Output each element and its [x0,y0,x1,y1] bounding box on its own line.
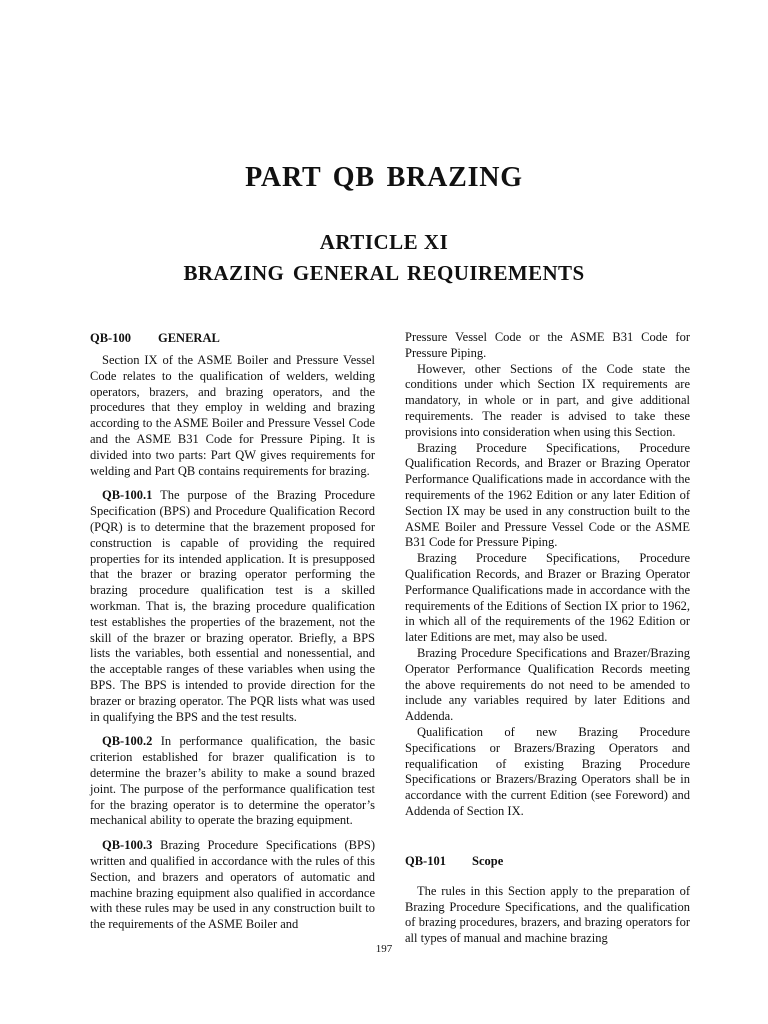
section-title: GENERAL [158,331,220,345]
paragraph-amendments: Brazing Procedure Specifications and Brazer/Brazing Operator Performance Qualification Records meeting the above requirements do not need to be amended to include any variables required by later Editions and Addenda. [405,645,690,724]
scope-paragraph: The rules in this Section apply to the preparation of Brazing Procedure Specifications, and the qualification of brazing procedures, brazers, and brazing operators for all types of manual and machine brazing [405,883,690,946]
spacer [90,829,375,838]
right-column [405,330,690,947]
section-number: QB-101 [405,853,446,868]
paragraph-number: QB-100.3 [102,838,153,853]
paragraph-qb-100-3 [90,838,375,933]
left-column [90,330,375,933]
page-number: 197 [375,943,393,955]
paragraph-qb-100-1 [90,488,375,725]
paragraph-prior-editions: Brazing Procedure Specifications, Procedure Qualification Records, and Brazer or Brazing Operator Performance Qualifications made in accordance with the requirements of the Editions of Section IX prior to 1962, in which all of the requirements of the 1962 Edition or later Editions are met, may also be used. [405,551,690,645]
paragraph-text: Brazing Procedure Specifications (BPS) written and qualified in accordance with the rules of this Section, and brazers and operators of automatic and machine brazing equipment also qualified in accordance with these rules may be used in any construction built to the requirements of the ASME Boiler and [90,838,376,932]
general-paragraph: Section IX of the ASME Boiler and Pressure Vessel Code relates to the qualification of welders, welding operators, brazers, and brazing operators, and the procedures that they employ in welding and brazing according to the ASME Boiler and Pressure Vessel Code and the ASME B31 Code for Pressure Piping. It is divided into two parts: Part QW gives requirements for welding and Part QB contains requirements for brazing. [90,353,375,478]
article-number: ARTICLE XI [319,230,449,254]
paragraph-1962-edition: Brazing Procedure Specifications, Procedure Qualification Records, and Brazer or Brazing Operator Performance Qualifications made in accordance with the requirements of the 1962 Edition or any later Edition of Section IX may be used in any construction built to the ASME Boiler and Pressure Vessel Code or the ASME B31 Code for Pressure Piping. [405,440,690,550]
section-heading-general [90,330,375,346]
continued-paragraph: Pressure Vessel Code or the ASME B31 Code for Pressure Piping. [405,330,690,360]
spacer [90,725,375,734]
paragraph-qb-100-2 [90,734,375,829]
section-title: Scope [472,853,504,868]
spacer [90,479,375,488]
paragraph-text: The purpose of the Brazing Procedure Specification (BPS) and Procedure Qualification Record (PQR) is to determine that the brazement proposed for construction is capable of providing the required properties for its intended application. It is presupposed that the brazer or brazing operator performing the brazing procedure qualification test is a skilled workman. That is, the brazing procedure qualification test establishes the properties of the brazement, not the skill of the brazer or brazing operator. Briefly, a BPS lists the variables, both essential and nonessential, and the acceptable ranges of these variables when using the BPS. The BPS is intended to provide direction for the brazer or brazing operator. The PQR lists what was used in qualifying the BPS and the test results. [90,488,375,724]
paragraph-number: QB-100.2 [102,734,153,749]
paragraph-text: In performance qualification, the basic criterion established for brazer qualification is to determine the brazer’s ability to make a sound brazed joint. The purpose of the performance qualification test for the brazing operator is to determine the operator’s mechanical ability to operate the brazing equipment. [90,734,376,828]
part-title: PART QB BRAZING [245,162,523,193]
paragraph-mandatory: However, other Sections of the Code state the conditions under which Section IX requirements are mandatory, in whole or in part, and give additional requirements. The reader is advised to take these provisions into consideration when using this Section. [405,361,690,439]
paragraph-number: QB-100.1 [102,488,153,503]
section-heading-scope [405,853,690,869]
article-title: BRAZING GENERAL REQUIREMENTS [183,261,585,285]
section-number: QB-100 [90,331,131,345]
spacer [405,820,690,853]
paragraph-requalification: Qualification of new Brazing Procedure Specifications or Brazers/Brazing Operators and requalification of existing Brazing Procedure Specifications or Brazers/Brazing Operators shall be in accordance with the current Edition (see Foreword) and Addenda of Section IX. [405,724,690,818]
spacer [405,876,690,884]
